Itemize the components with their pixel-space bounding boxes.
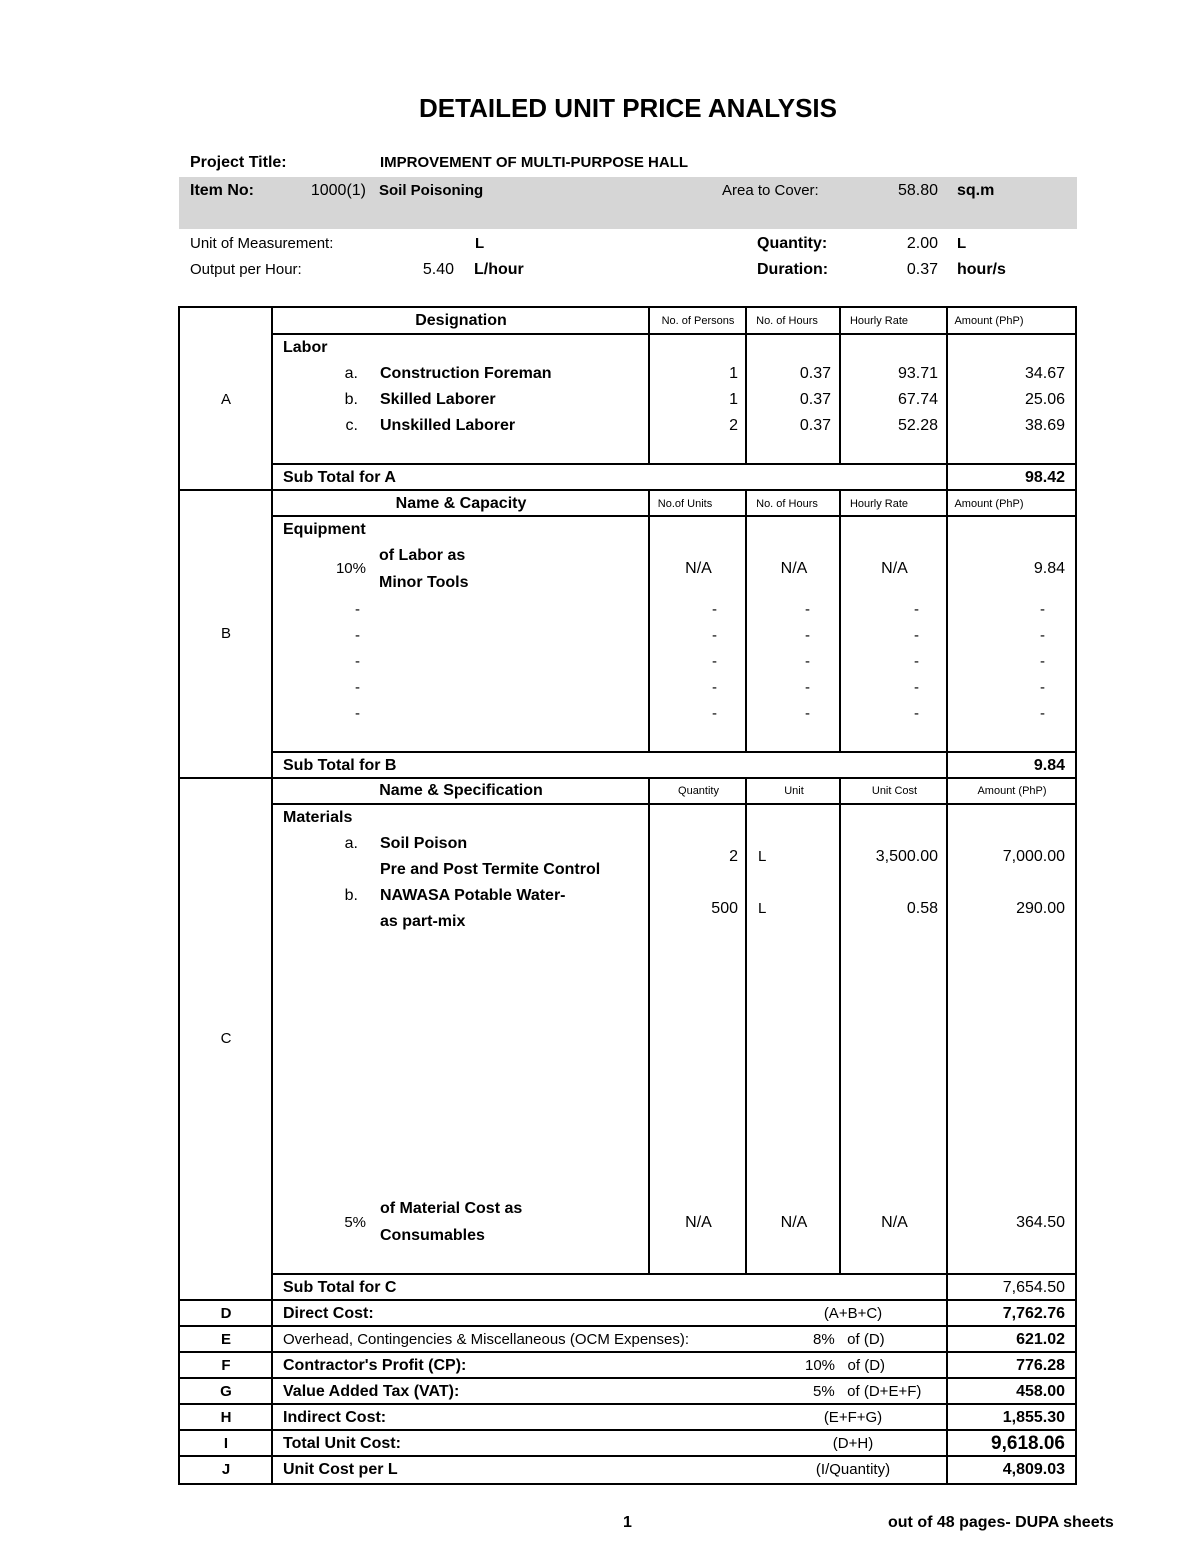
section-c-header-amount: Amount (PhP) — [977, 785, 1047, 797]
item-name: Soil Poisoning — [379, 182, 484, 199]
consumables-amount: 364.50 — [1016, 1214, 1065, 1231]
labor-group-label: Labor — [283, 339, 328, 356]
output-unit: L/hour — [474, 261, 524, 278]
minor-tools-hours: N/A — [780, 560, 808, 577]
equipment-group-label: Equipment — [283, 521, 366, 538]
page-title: DETAILED UNIT PRICE ANALYSIS — [419, 93, 837, 123]
section-a-header-rate: Hourly Rate — [849, 315, 909, 327]
unit-label: Unit of Measurement: — [190, 235, 334, 252]
subtotal-b-label: Sub Total for B — [283, 757, 397, 774]
minor-tools-units: N/A — [685, 560, 712, 577]
page-number: 1 — [623, 1514, 632, 1531]
duration-label: Duration: — [757, 261, 829, 278]
subtotal-a-label: Sub Total for A — [283, 469, 396, 486]
item-number: 1000(1) — [310, 182, 366, 199]
area-unit: sq.m — [957, 182, 995, 199]
section-c-header-quantity: Quantity — [678, 785, 719, 797]
minor-tools-rate: N/A — [881, 560, 908, 577]
section-a-header-amount: Amount (PhP) — [954, 315, 1024, 327]
minor-tools-line1: of Labor as — [379, 547, 466, 564]
area-label: Area to Cover: — [722, 182, 819, 199]
consumables-line2: Consumables — [380, 1227, 485, 1244]
section-c-header-unit-cost: Unit Cost — [871, 785, 918, 797]
item-no-label: Item No: — [190, 182, 254, 199]
section-b-letter: B — [220, 625, 231, 642]
quantity-value: 2.00 — [906, 235, 938, 252]
quantity-label: Quantity: — [757, 235, 828, 252]
section-a-letter: A — [220, 391, 231, 408]
output-label: Output per Hour: — [190, 261, 302, 278]
consumables-unit: N/A — [780, 1214, 808, 1231]
page-footer-note: out of 48 pages- DUPA sheets — [888, 1514, 1114, 1531]
section-b-header-hours: No. of Hours — [756, 498, 818, 510]
output-value: 5.40 — [422, 261, 454, 278]
consumables-qty: N/A — [685, 1214, 712, 1231]
area-value: 58.80 — [897, 182, 938, 199]
consumables-line1: of Material Cost as — [380, 1200, 523, 1217]
duration-unit: hour/s — [957, 261, 1006, 278]
minor-tools-amount: 9.84 — [1033, 560, 1065, 577]
project-title-value: IMPROVEMENT OF MULTI-PURPOSE HALL — [380, 154, 689, 171]
duration-value: 0.37 — [906, 261, 938, 278]
quantity-unit: L — [957, 235, 967, 252]
subtotal-c-label: Sub Total for C — [283, 1279, 397, 1296]
section-a-header-hours: No. of Hours — [756, 315, 818, 327]
minor-tools-pct: 10% — [335, 560, 366, 577]
section-c-header-unit: Unit — [784, 785, 804, 797]
section-b-header-name: Name & Capacity — [395, 495, 527, 512]
subtotal-b-value: 9.84 — [1033, 757, 1065, 774]
consumables-cost: N/A — [881, 1214, 908, 1231]
section-b-header-amount: Amount (PhP) — [954, 498, 1024, 510]
section-a-header-designation: Designation — [415, 312, 507, 329]
consumables-pct: 5% — [344, 1214, 366, 1231]
subtotal-a-value: 98.42 — [1024, 469, 1065, 486]
section-b-header-rate: Hourly Rate — [849, 498, 909, 510]
section-b-header-units: No.of Units — [657, 498, 713, 510]
minor-tools-line2: Minor Tools — [379, 574, 469, 591]
unit-value: L — [475, 235, 485, 252]
subtotal-c-value: 7,654.50 — [1002, 1279, 1065, 1296]
materials-group-label: Materials — [283, 809, 353, 826]
section-c-letter: C — [220, 1030, 232, 1047]
section-c-header-name: Name & Specification — [379, 782, 543, 799]
project-title-label: Project Title: — [190, 154, 287, 171]
section-a-header-persons: No. of Persons — [661, 315, 735, 327]
